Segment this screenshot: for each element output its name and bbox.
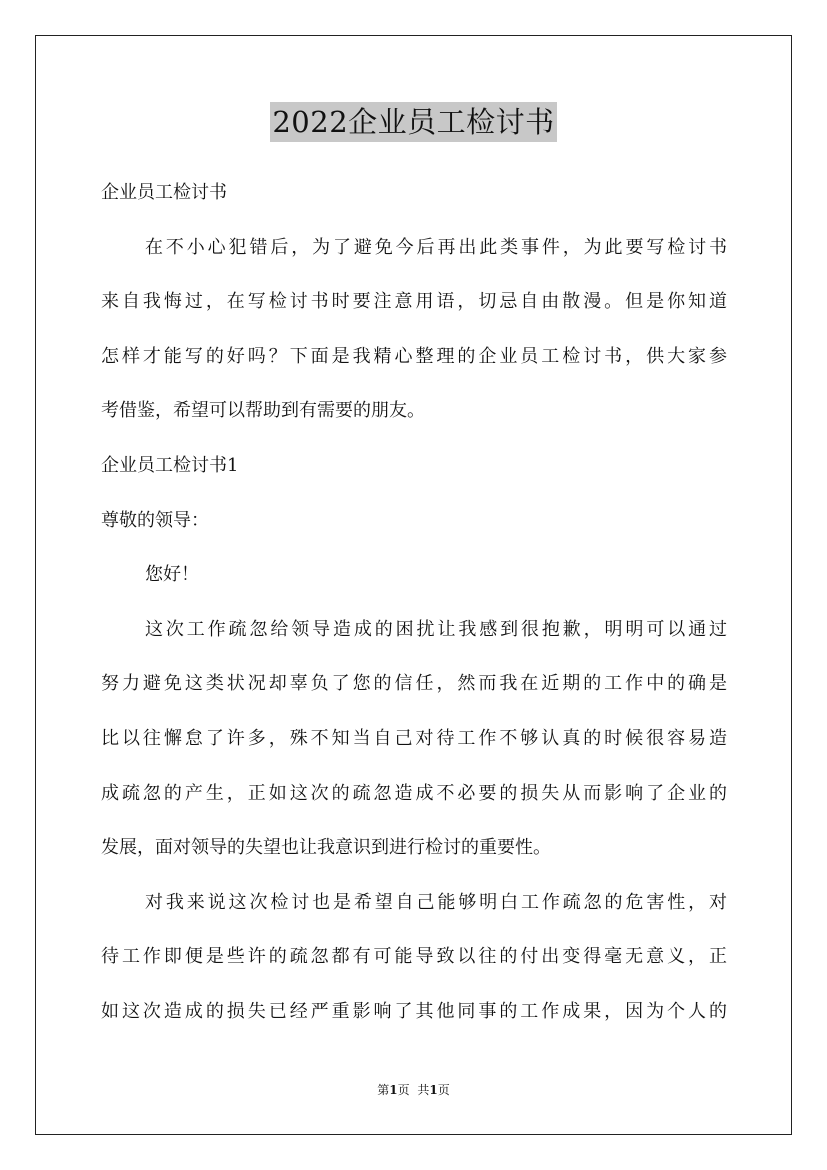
salutation: 尊敬的领导： — [101, 509, 209, 531]
page-footer — [0, 1080, 827, 1100]
paragraph-line: 来自我悔过，在写检讨书时要注意用语，切忌自由散漫。但是你知道 — [101, 291, 727, 313]
section-heading: 企业员工检讨书1 — [101, 454, 239, 476]
paragraph-line: 比以往懈怠了许多，殊不知当自己对待工作不够认真的时候很容易造 — [101, 727, 727, 749]
total-label-prefix: 共 — [417, 1083, 430, 1097]
paragraph-line: 努力避免这类状况却辜负了您的信任，然而我在近期的工作中的确是 — [101, 673, 727, 695]
title-area — [0, 102, 827, 142]
paragraph-line: 考借鉴，希望可以帮助到有需要的朋友。 — [101, 400, 425, 422]
greeting: 您好！ — [145, 564, 199, 586]
total-label-suffix: 页 — [437, 1083, 450, 1097]
paragraph-line: 在不小心犯错后，为了避免今后再出此类事件，为此要写检讨书 — [145, 236, 727, 258]
paragraph-line: 成疏忽的产生，正如这次的疏忽造成不必要的损失从而影响了企业的 — [101, 782, 727, 804]
page-number: 1 — [389, 1083, 398, 1097]
paragraph-line: 发展，面对领导的失望也让我意识到进行检讨的重要性。 — [101, 837, 551, 859]
paragraph-line: 这次工作疏忽给领导造成的困扰让我感到很抱歉，明明可以通过 — [145, 618, 727, 640]
paragraph-line: 待工作即便是些许的疏忽都有可能导致以往的付出变得毫无意义，正 — [101, 946, 727, 968]
document-title: 2022企业员工检讨书 — [270, 102, 556, 142]
section-heading: 企业员工检讨书 — [101, 182, 227, 203]
page-label-suffix: 页 — [397, 1083, 410, 1097]
document-body — [101, 166, 727, 1040]
paragraph-line: 如这次造成的损失已经严重影响了其他同事的工作成果，因为个人的 — [101, 1000, 727, 1022]
total-pages: 1 — [429, 1083, 438, 1097]
page-label-prefix: 第 — [377, 1083, 390, 1097]
paragraph-line: 对我来说这次检讨也是希望自己能够明白工作疏忽的危害性，对 — [145, 891, 727, 913]
paragraph-line: 怎样才能写的好吗？下面是我精心整理的企业员工检讨书，供大家参 — [101, 345, 727, 367]
